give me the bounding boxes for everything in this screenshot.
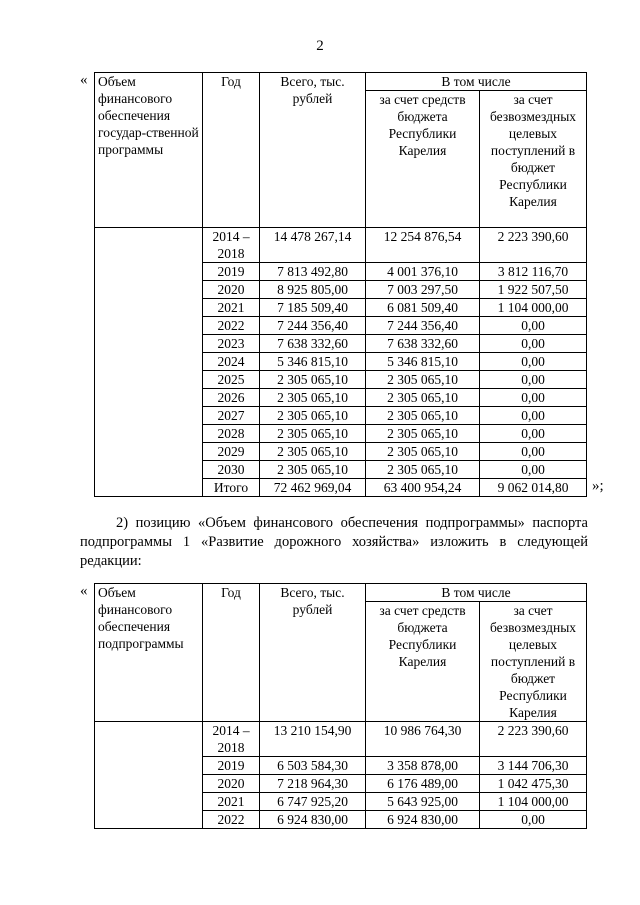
total-cell: 13 210 154,90 <box>260 722 366 757</box>
label-continuation-cell <box>95 228 203 497</box>
grants-cell: 0,00 <box>480 811 587 829</box>
grants-cell: 0,00 <box>480 425 587 443</box>
grants-cell: 3 812 116,70 <box>480 263 587 281</box>
year-cell: 2024 <box>203 353 260 371</box>
budget-cell: 6 924 830,00 <box>366 811 480 829</box>
total-cell: 6 747 925,20 <box>260 793 366 811</box>
budget-cell: 63 400 954,24 <box>366 479 480 497</box>
grants-cell: 0,00 <box>480 407 587 425</box>
year-cell: 2022 <box>203 811 260 829</box>
subprogram-funding-table <box>94 583 587 829</box>
year-cell: 2029 <box>203 443 260 461</box>
grants-cell: 0,00 <box>480 443 587 461</box>
total-cell: 2 305 065,10 <box>260 371 366 389</box>
year-cell: 2019 <box>203 263 260 281</box>
budget-cell: 7 003 297,50 <box>366 281 480 299</box>
program-funding-table <box>94 72 587 497</box>
year-header: Год <box>203 73 260 228</box>
table-row <box>95 722 587 757</box>
total-header: Всего, тыс. рублей <box>260 584 366 722</box>
grants-cell: 3 144 706,30 <box>480 757 587 775</box>
total-cell: 14 478 267,14 <box>260 228 366 263</box>
opening-quote-1: « <box>80 72 88 88</box>
total-cell: 2 305 065,10 <box>260 443 366 461</box>
total-cell: 6 924 830,00 <box>260 811 366 829</box>
budget-cell: 7 244 356,40 <box>366 317 480 335</box>
year-cell: 2020 <box>203 775 260 793</box>
grants-header: за счет безвозмездных целевых поступлений в бюджет Республики Карелия <box>480 91 587 228</box>
total-cell: 2 305 065,10 <box>260 461 366 479</box>
year-header: Год <box>203 584 260 722</box>
row-label: Объем финансового обеспечения подпрограммы <box>95 584 203 722</box>
grants-cell: 1 922 507,50 <box>480 281 587 299</box>
grants-cell: 2 223 390,60 <box>480 228 587 263</box>
budget-cell: 4 001 376,10 <box>366 263 480 281</box>
total-cell: 7 244 356,40 <box>260 317 366 335</box>
budget-cell: 6 081 509,40 <box>366 299 480 317</box>
total-cell: 72 462 969,04 <box>260 479 366 497</box>
year-cell: 2020 <box>203 281 260 299</box>
year-cell: Итого <box>203 479 260 497</box>
total-cell: 2 305 065,10 <box>260 407 366 425</box>
page-number: 2 <box>316 38 324 54</box>
table-row <box>95 228 587 263</box>
closing-quote-1: »; <box>592 478 604 494</box>
budget-cell: 7 638 332,60 <box>366 335 480 353</box>
budget-cell: 2 305 065,10 <box>366 407 480 425</box>
grants-cell: 9 062 014,80 <box>480 479 587 497</box>
year-cell: 2025 <box>203 371 260 389</box>
label-continuation-cell <box>95 722 203 829</box>
budget-cell: 2 305 065,10 <box>366 371 480 389</box>
budget-header: за счет средств бюджета Республики Карелия <box>366 91 480 228</box>
year-cell: 2023 <box>203 335 260 353</box>
year-cell: 2021 <box>203 793 260 811</box>
total-cell: 6 503 584,30 <box>260 757 366 775</box>
year-cell: 2030 <box>203 461 260 479</box>
budget-cell: 5 643 925,00 <box>366 793 480 811</box>
grants-cell: 0,00 <box>480 371 587 389</box>
total-cell: 2 305 065,10 <box>260 389 366 407</box>
table-header-row <box>95 73 587 91</box>
grants-cell: 0,00 <box>480 317 587 335</box>
budget-header: за счет средств бюджета Республики Карелия <box>366 602 480 722</box>
total-cell: 7 185 509,40 <box>260 299 366 317</box>
grants-cell: 0,00 <box>480 389 587 407</box>
grants-cell: 1 104 000,00 <box>480 299 587 317</box>
opening-quote-2: « <box>80 583 88 599</box>
total-cell: 2 305 065,10 <box>260 425 366 443</box>
grants-cell: 0,00 <box>480 335 587 353</box>
budget-cell: 2 305 065,10 <box>366 461 480 479</box>
budget-cell: 2 305 065,10 <box>366 443 480 461</box>
year-cell: 2021 <box>203 299 260 317</box>
including-header: В том числе <box>366 73 587 91</box>
row-label: Объем финансового обеспечения государ-ственной программы <box>95 73 203 228</box>
grants-cell: 0,00 <box>480 353 587 371</box>
total-cell: 7 218 964,30 <box>260 775 366 793</box>
total-cell: 7 813 492,80 <box>260 263 366 281</box>
grants-header: за счет безвозмездных целевых поступлений в бюджет Республики Карелия <box>480 602 587 722</box>
grants-cell: 0,00 <box>480 461 587 479</box>
year-cell: 2014 – 2018 <box>203 228 260 263</box>
total-cell: 8 925 805,00 <box>260 281 366 299</box>
budget-cell: 10 986 764,30 <box>366 722 480 757</box>
including-header: В том числе <box>366 584 587 602</box>
table-header-row <box>95 584 587 602</box>
budget-cell: 12 254 876,54 <box>366 228 480 263</box>
total-cell: 5 346 815,10 <box>260 353 366 371</box>
total-cell: 7 638 332,60 <box>260 335 366 353</box>
budget-cell: 2 305 065,10 <box>366 425 480 443</box>
year-cell: 2022 <box>203 317 260 335</box>
total-header: Всего, тыс. рублей <box>260 73 366 228</box>
budget-cell: 3 358 878,00 <box>366 757 480 775</box>
year-cell: 2019 <box>203 757 260 775</box>
grants-cell: 1 042 475,30 <box>480 775 587 793</box>
year-cell: 2014 – 2018 <box>203 722 260 757</box>
budget-cell: 2 305 065,10 <box>366 389 480 407</box>
year-cell: 2028 <box>203 425 260 443</box>
year-cell: 2027 <box>203 407 260 425</box>
budget-cell: 5 346 815,10 <box>366 353 480 371</box>
budget-cell: 6 176 489,00 <box>366 775 480 793</box>
amendment-paragraph: 2) позицию «Объем финансового обеспечения подпрограммы» паспорта подпрограммы 1 «Развитие дорожного хозяйства» изложить в следующей редакции: <box>80 515 588 569</box>
year-cell: 2026 <box>203 389 260 407</box>
grants-cell: 1 104 000,00 <box>480 793 587 811</box>
grants-cell: 2 223 390,60 <box>480 722 587 757</box>
